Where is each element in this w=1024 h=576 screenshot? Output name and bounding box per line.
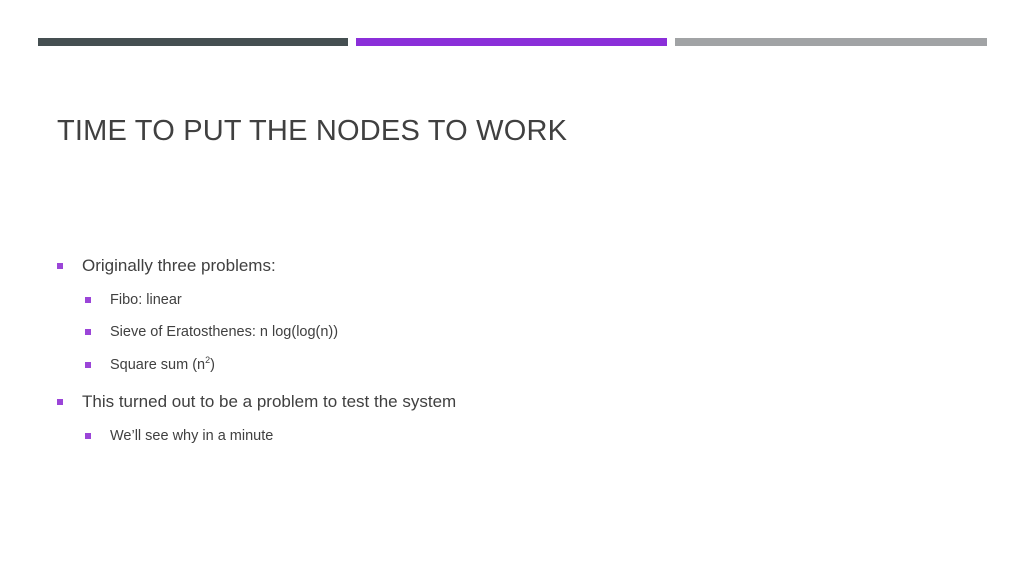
sub-bullet-item bbox=[85, 357, 215, 373]
square-bullet-icon bbox=[85, 433, 91, 439]
sub-bullet-item bbox=[85, 292, 182, 308]
bullet-text: Originally three problems: bbox=[82, 256, 276, 275]
superscript: 2 bbox=[205, 355, 211, 366]
slide-title: TIME TO PUT THE NODES TO WORK bbox=[57, 115, 568, 147]
sub-bullet-item bbox=[85, 324, 338, 340]
square-bullet-icon bbox=[85, 297, 91, 303]
bullet-text: We’ll see why in a minute bbox=[110, 428, 274, 444]
square-bullet-icon bbox=[57, 399, 63, 405]
bullet-text: This turned out to be a problem to test the system bbox=[82, 392, 457, 411]
bullet-text: Square sum $(n^2)$ bbox=[110, 355, 215, 373]
bullet-item bbox=[57, 392, 456, 412]
bullet-item bbox=[57, 256, 276, 276]
square-bullet-icon bbox=[85, 362, 91, 368]
bullet-text: Fibo: linear bbox=[110, 292, 182, 308]
square-bullet-icon bbox=[85, 329, 91, 335]
square-bullet-icon bbox=[57, 263, 63, 269]
bullet-text: Sieve of Eratosthenes: n log(log(n)) bbox=[110, 324, 339, 340]
sub-bullet-item bbox=[85, 428, 273, 444]
